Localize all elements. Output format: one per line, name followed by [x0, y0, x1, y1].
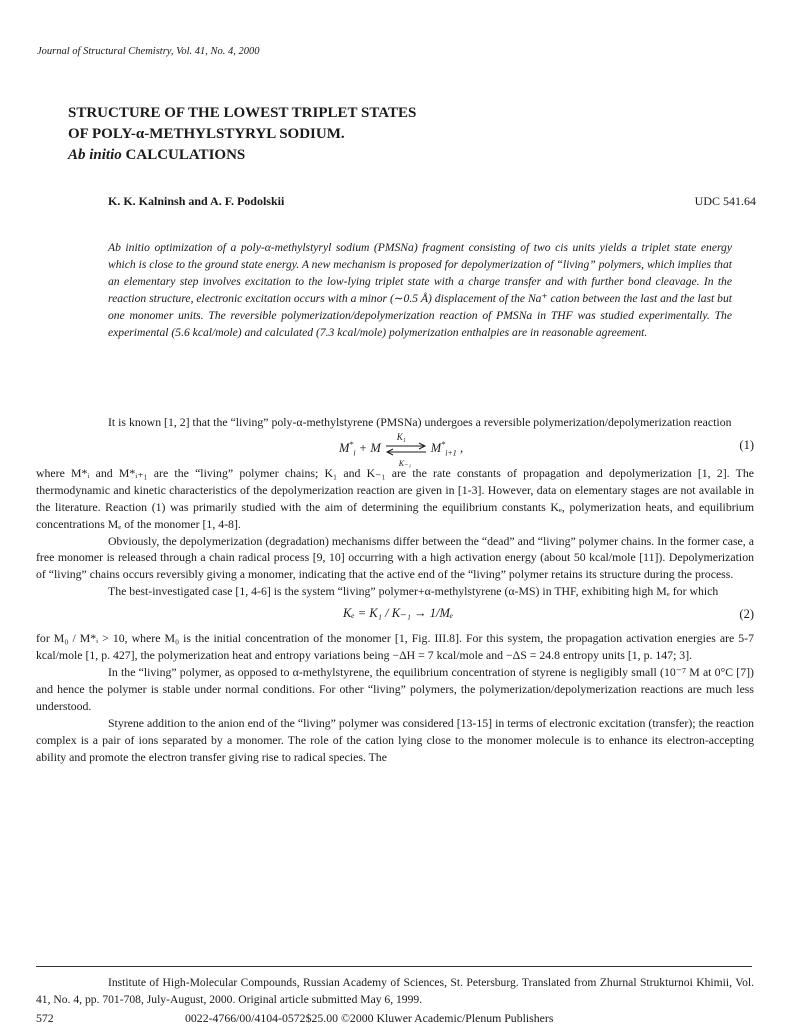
paper-title — [68, 103, 668, 166]
paragraph-3: Obviously, the depolymerization (degradation) mechanisms differ between the “dead” and “living” polymer chains. In the former case, a free monomer is released through a chain radical process [9, 10] occurring with a high activation energy (about 50 kcal/mole [11]). Depolymerization of “living” chains occurs reversibly giving a monomer, indicating that the active end of the “living” polymer retains its structure during the process. — [36, 533, 754, 582]
rate-k-minus-1: K₋₁ — [398, 459, 412, 469]
abstract: Ab initio optimization of a poly-α-methylstyryl sodium (PMSNa) fragment consisting of two cis units yields a triplet state energy which is close to the ground state energy. A new mechanism is proposed for depolymerization of “living” polymers, which implies that an elementary step involves excitation to the low-lying triplet state with a charge transfer and with further bond cleavage. In the reaction structure, electronic excitation occurs with a minor (∼0.5 Å) displacement of the Na⁺ cation between the last and the last but one monomer units. The reversible polymerization/depolymerization reaction of PMSNa in THF was studied experimentally. The experimental (5.6 kcal/mole) and calculated (7.3 kcal/mole) polymerization enthalpies are in reasonable agreement. — [108, 241, 732, 339]
equation-1-number: (1) — [739, 437, 754, 452]
footnote: Institute of High-Molecular Compounds, Russian Academy of Sciences, St. Petersburg. Translated from Zhurnal Strukturnoi Khimii, Vol. 41, No. 4, pp. 701-708, July-August, 2000. Original article submitted May 6, 1999. — [36, 976, 754, 1006]
title-line-1: STRUCTURE OF THE LOWEST TRIPLET STATES — [68, 105, 417, 121]
equation-2 — [36, 600, 754, 630]
rate-k1: K₁ — [396, 432, 406, 443]
paragraph-5: for M₀ / M*ᵢ > 10, where M₀ is the initial concentration of the monomer [1, Fig. III.8]. For this system, the propagation activation energies are 5-7 kcal/mole [1, p. 427], the polymerization heat and entropy variations being −ΔH = 7 kcal/mole and −ΔS = 24.8 entropy units [1, p. 147; 3]. — [36, 631, 754, 663]
body-text — [36, 414, 754, 765]
paragraph-1: It is known [1, 2] that the “living” poly-α-methylstyrene (PMSNa) undergoes a reversible polymerization/depolymerization reaction — [108, 415, 732, 429]
equation-2-number: (2) — [739, 607, 754, 622]
copyright-line: 0022-4766/00/4104-0572$25.00 ©2000 Kluwer Academic/Plenum Publishers — [185, 1011, 554, 1025]
equilibrium-arrows-icon — [385, 432, 427, 469]
page-number: 572 — [36, 1011, 54, 1025]
paragraph-7: Styrene addition to the anion end of the “living” polymer was considered [13-15] in terms of electronic excitation (transfer); the reaction complex is a pair of ions separated by a monomer. The role of the cation lying close to the monomer molecule is to enhance its electron-accepting ability and promote the electron transfer giving rise to radical species. The — [36, 715, 754, 764]
paragraph-6: In the “living” polymer, as opposed to α-methylstyrene, the equilibrium concentration of styrene is negligibly small (10⁻⁷ M at 0°C [7]) and hence the polymer is stable under normal conditions. For other “living” polymers, the polymerization/depolymerization reactions are much less understood. — [36, 664, 754, 713]
equation-2-expression: Kₑ = K₁ / K₋₁ → 1/Mₑ — [343, 606, 454, 621]
authors: K. K. Kalninsh and A. F. Podolskii — [108, 194, 285, 208]
title-rest: CALCULATIONS — [121, 147, 246, 163]
paragraph-4: The best-investigated case [1, 4-6] is the system “living” polymer+α-methylstyrene (α-MS) in THF, exhibiting high Mₑ for which — [108, 584, 719, 599]
title-line-3 — [68, 145, 668, 166]
journal-citation: Journal of Structural Chemistry, Vol. 41, No. 4, 2000 — [37, 46, 260, 57]
title-italic: Ab initio — [68, 147, 122, 163]
equation-1-expression: $M^*_i + M$ K₁ K₋₁ $M^*_{i+1}$ , — [339, 437, 463, 463]
udc-code: UDC 541.64 — [694, 194, 756, 208]
title-line-2: OF POLY-α-METHYLSTYRYL SODIUM. — [68, 126, 345, 142]
paragraph-2: where M*ᵢ and M*ᵢ₊₁ are the “living” polymer chains; K₁ and K₋₁ are the rate constants of propagation and depolymerization [1, 2]. The thermodynamic and kinetic characteristics of the depolymerization reaction are given in [1-3]. However, data on elementary stages are not available in the literature. Reaction (1) was primarily studied with the aim of determining the equilibrium constants Kₑ, polymerization heats, and equilibrium concentrations Mₑ of the monomer [1, 4-8]. — [36, 465, 754, 531]
equation-1 — [36, 431, 754, 469]
footnote-divider — [36, 966, 752, 967]
